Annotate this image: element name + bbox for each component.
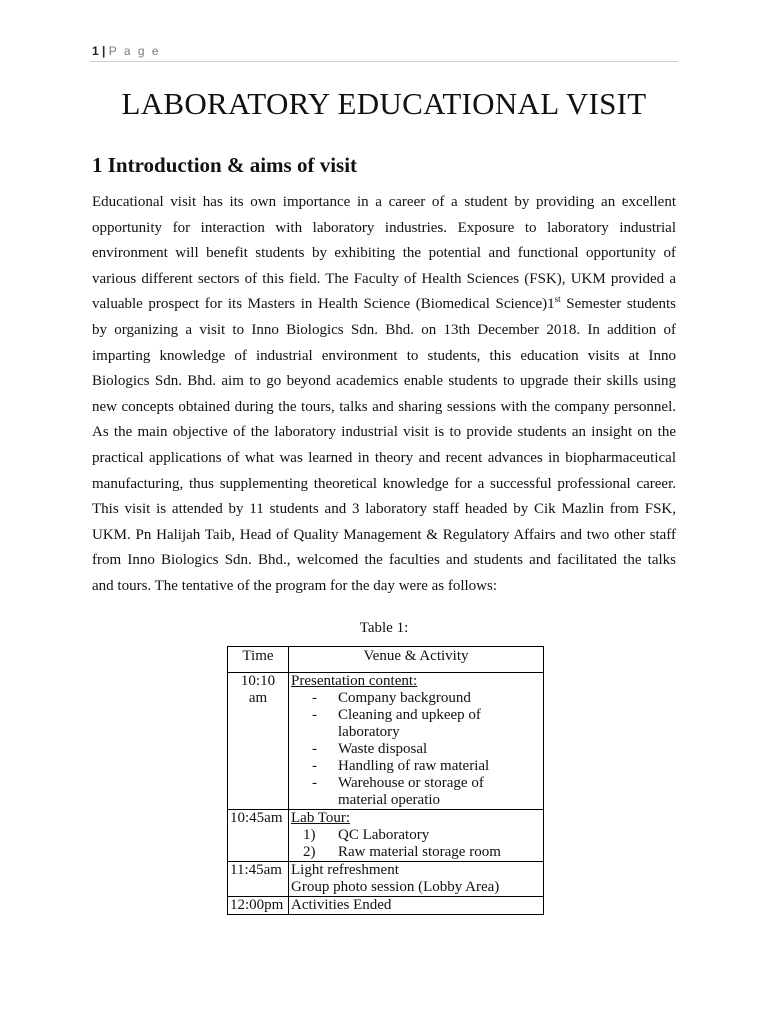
time-cell: 10:45am xyxy=(228,810,289,862)
list-item: - Company background xyxy=(291,690,541,707)
header-separator: | xyxy=(102,44,106,58)
header-divider xyxy=(90,61,678,62)
table-row xyxy=(228,897,544,915)
paragraph-line: Educational visit has its own importance in a career of a student by providing an excellent xyxy=(92,194,676,210)
list-item-text: Cleaning and upkeep of xyxy=(338,707,481,723)
time-cell: 11:45am xyxy=(228,862,289,897)
intro-paragraph xyxy=(92,190,676,600)
table-row xyxy=(228,673,544,810)
list-item: - Waste disposal xyxy=(291,741,541,758)
table-row xyxy=(228,810,544,862)
activity-cell xyxy=(289,862,544,897)
paragraph-line-tail: Semester students xyxy=(560,296,676,313)
list-item xyxy=(291,775,541,809)
paragraph-line: practical applications of what was learned in theory and recent advances in biopharmaceutical xyxy=(92,449,676,466)
paragraph-line-text: valuable prospect for its Masters in Health Science (Biomedical Science)1 xyxy=(92,296,555,313)
paragraph-line xyxy=(92,292,676,318)
paragraph-line: environment will benefit students by exhibiting the potential and functional opportunity of xyxy=(92,245,676,262)
activity-heading: Presentation content: xyxy=(291,673,418,689)
time-value: 10:10 xyxy=(240,673,276,689)
page-label: P a g e xyxy=(108,44,161,58)
section-heading: 1 Introduction & aims of visit xyxy=(92,153,358,177)
paragraph-line: new concepts obtained during the tours, talks and sharing sessions with the company personnel. xyxy=(92,398,676,415)
paragraph-line: and tours. The tentative of the program for the day were as follows: xyxy=(92,577,498,594)
list-item: - Handling of raw material xyxy=(291,758,541,775)
activity-cell xyxy=(289,673,544,810)
tour-list xyxy=(291,827,541,861)
paragraph-line: As the main objective of the laboratory industrial visit is to provide students an insight on the xyxy=(92,424,676,441)
paragraph-line: various different sectors of this field. The Faculty of Health Sciences (FSK), UKM provided a xyxy=(92,270,676,287)
list-item-text: material operatio xyxy=(338,792,441,808)
list-item-text: Raw material storage room xyxy=(338,844,501,860)
list-item xyxy=(291,707,541,741)
activity-heading: Lab Tour: xyxy=(291,810,351,826)
paragraph-line: This visit is attended by 11 students and 3 laboratory staff headed by Cik Mazlin from FSK, xyxy=(92,501,676,518)
paragraph-line: imparting knowledge of industrial environment to students, this education visits at Inno xyxy=(92,347,676,364)
time-column-header: Time xyxy=(228,647,289,673)
time-value: am xyxy=(248,690,268,706)
document-title: LABORATORY EDUCATIONAL VISIT xyxy=(121,86,647,121)
paragraph-line: Biologics Sdn. Bhd. aim to go beyond academics enable students to upgrade their skills using xyxy=(92,373,676,390)
table-caption: Table 1: xyxy=(359,620,409,636)
page-number: 1 xyxy=(92,44,99,58)
paragraph-line: UKM. Pn Halijah Taib, Head of Quality Management & Regulatory Affairs and two other staff xyxy=(92,526,676,543)
activity-cell xyxy=(289,810,544,862)
activity-cell: Activities Ended xyxy=(289,897,544,915)
list-item xyxy=(291,844,541,861)
table-header-row xyxy=(228,647,544,673)
list-item-text: Warehouse or storage of xyxy=(338,775,484,791)
list-number: 2) xyxy=(303,844,316,860)
activity-list xyxy=(291,690,541,809)
paragraph-line: from Inno Biologics Sdn. Bhd., welcomed the faculties and students and facilitated the talks xyxy=(92,552,676,569)
page-header xyxy=(92,44,161,58)
paragraph-line: by organizing a visit to Inno Biologics Sdn. Bhd. on 13th December 2018. In addition of xyxy=(92,321,676,338)
list-item xyxy=(291,827,541,844)
paragraph-line: manufacturing, thus supplementing theoretical knowledge for a successful professional career. xyxy=(92,475,676,492)
schedule-table xyxy=(227,646,544,915)
list-number: 1) xyxy=(303,827,316,843)
ordinal-superscript: st xyxy=(554,294,561,305)
list-item-text: QC Laboratory xyxy=(338,827,430,843)
time-cell: 12:00pm xyxy=(228,897,289,915)
table-row xyxy=(228,862,544,897)
paragraph-line: opportunity for interaction with laboratory industries. Exposure to laboratory industrial xyxy=(92,219,676,236)
activity-line: Group photo session (Lobby Area) xyxy=(291,879,500,895)
activity-line: Light refreshment xyxy=(291,862,399,878)
activity-column-header: Venue & Activity xyxy=(289,647,544,673)
list-item-text: laboratory xyxy=(338,724,400,740)
time-cell xyxy=(228,673,289,810)
